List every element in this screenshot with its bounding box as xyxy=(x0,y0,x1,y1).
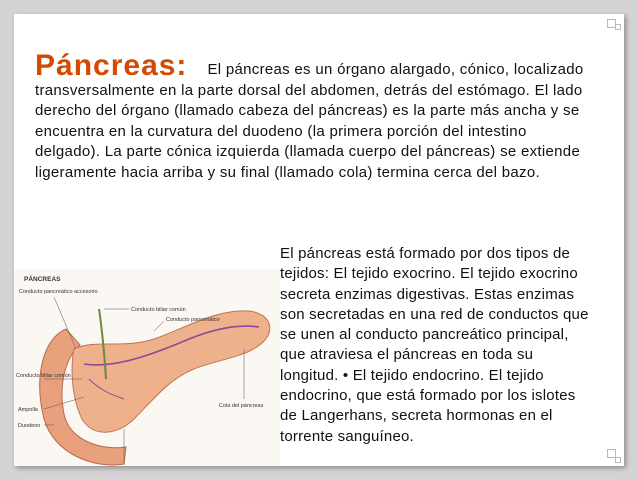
body-paragraph: El páncreas está formado por dos tipos de tejidos: El tejido exocrino. El tejido exocrino secreta enzimas digestivas. Estas enzimas son secretadas en una red de conductos que se unen al conducto pancreático principal, que atraviesa el páncreas en toda su longitud. • El tejido endocrino. El tejido endocrino, que está formado por los islotes de Langerhans, secreta hormonas en el torrente sanguíneo. xyxy=(280,245,589,445)
label-conducto-pancreatico-accesorio: Conducto pancreático accesorio xyxy=(19,289,98,295)
label-ampolla: Ampolla xyxy=(18,407,38,413)
intro-paragraph xyxy=(35,49,595,184)
label-conducto-biliar-comun: Conducto biliar común xyxy=(131,307,186,313)
slide xyxy=(14,14,624,475)
slide-title: Páncreas: xyxy=(35,49,188,82)
corner-decoration xyxy=(615,24,621,30)
corner-decoration xyxy=(615,457,621,463)
pancreas-illustration: PÁNCREAS Conducto biliar común Conducto pancreático Conducto pancreático accesorio Conducto biliar común Ampolla Duodeno Cola del páncreas Cabeza del páncreas xyxy=(14,269,280,466)
label-conducto-biliar-comun-left: Conducto biliar común xyxy=(16,373,71,379)
illustration-heading: PÁNCREAS xyxy=(24,276,61,283)
label-conducto-pancreatico: Conducto pancreático xyxy=(166,317,220,323)
intro-text: El páncreas es un órgano alargado, cónico, localizado transversalmente en la parte dorsal del abdomen, detrás del estómago. El lado derecho del órgano (llamado cabeza del páncreas) es la parte más ancha y se encuentra en la curvatura del duodeno (la primera porción del intestino delgado). La parte cónica izquierda (llamada cuerpo del páncreas) se extiende ligeramente hacia arriba y su final (llamado cola) termina cerca del bazo. xyxy=(35,61,584,181)
label-duodeno: Duodeno xyxy=(18,423,41,429)
label-cola-del-pancreas: Cola del páncreas xyxy=(219,403,264,409)
